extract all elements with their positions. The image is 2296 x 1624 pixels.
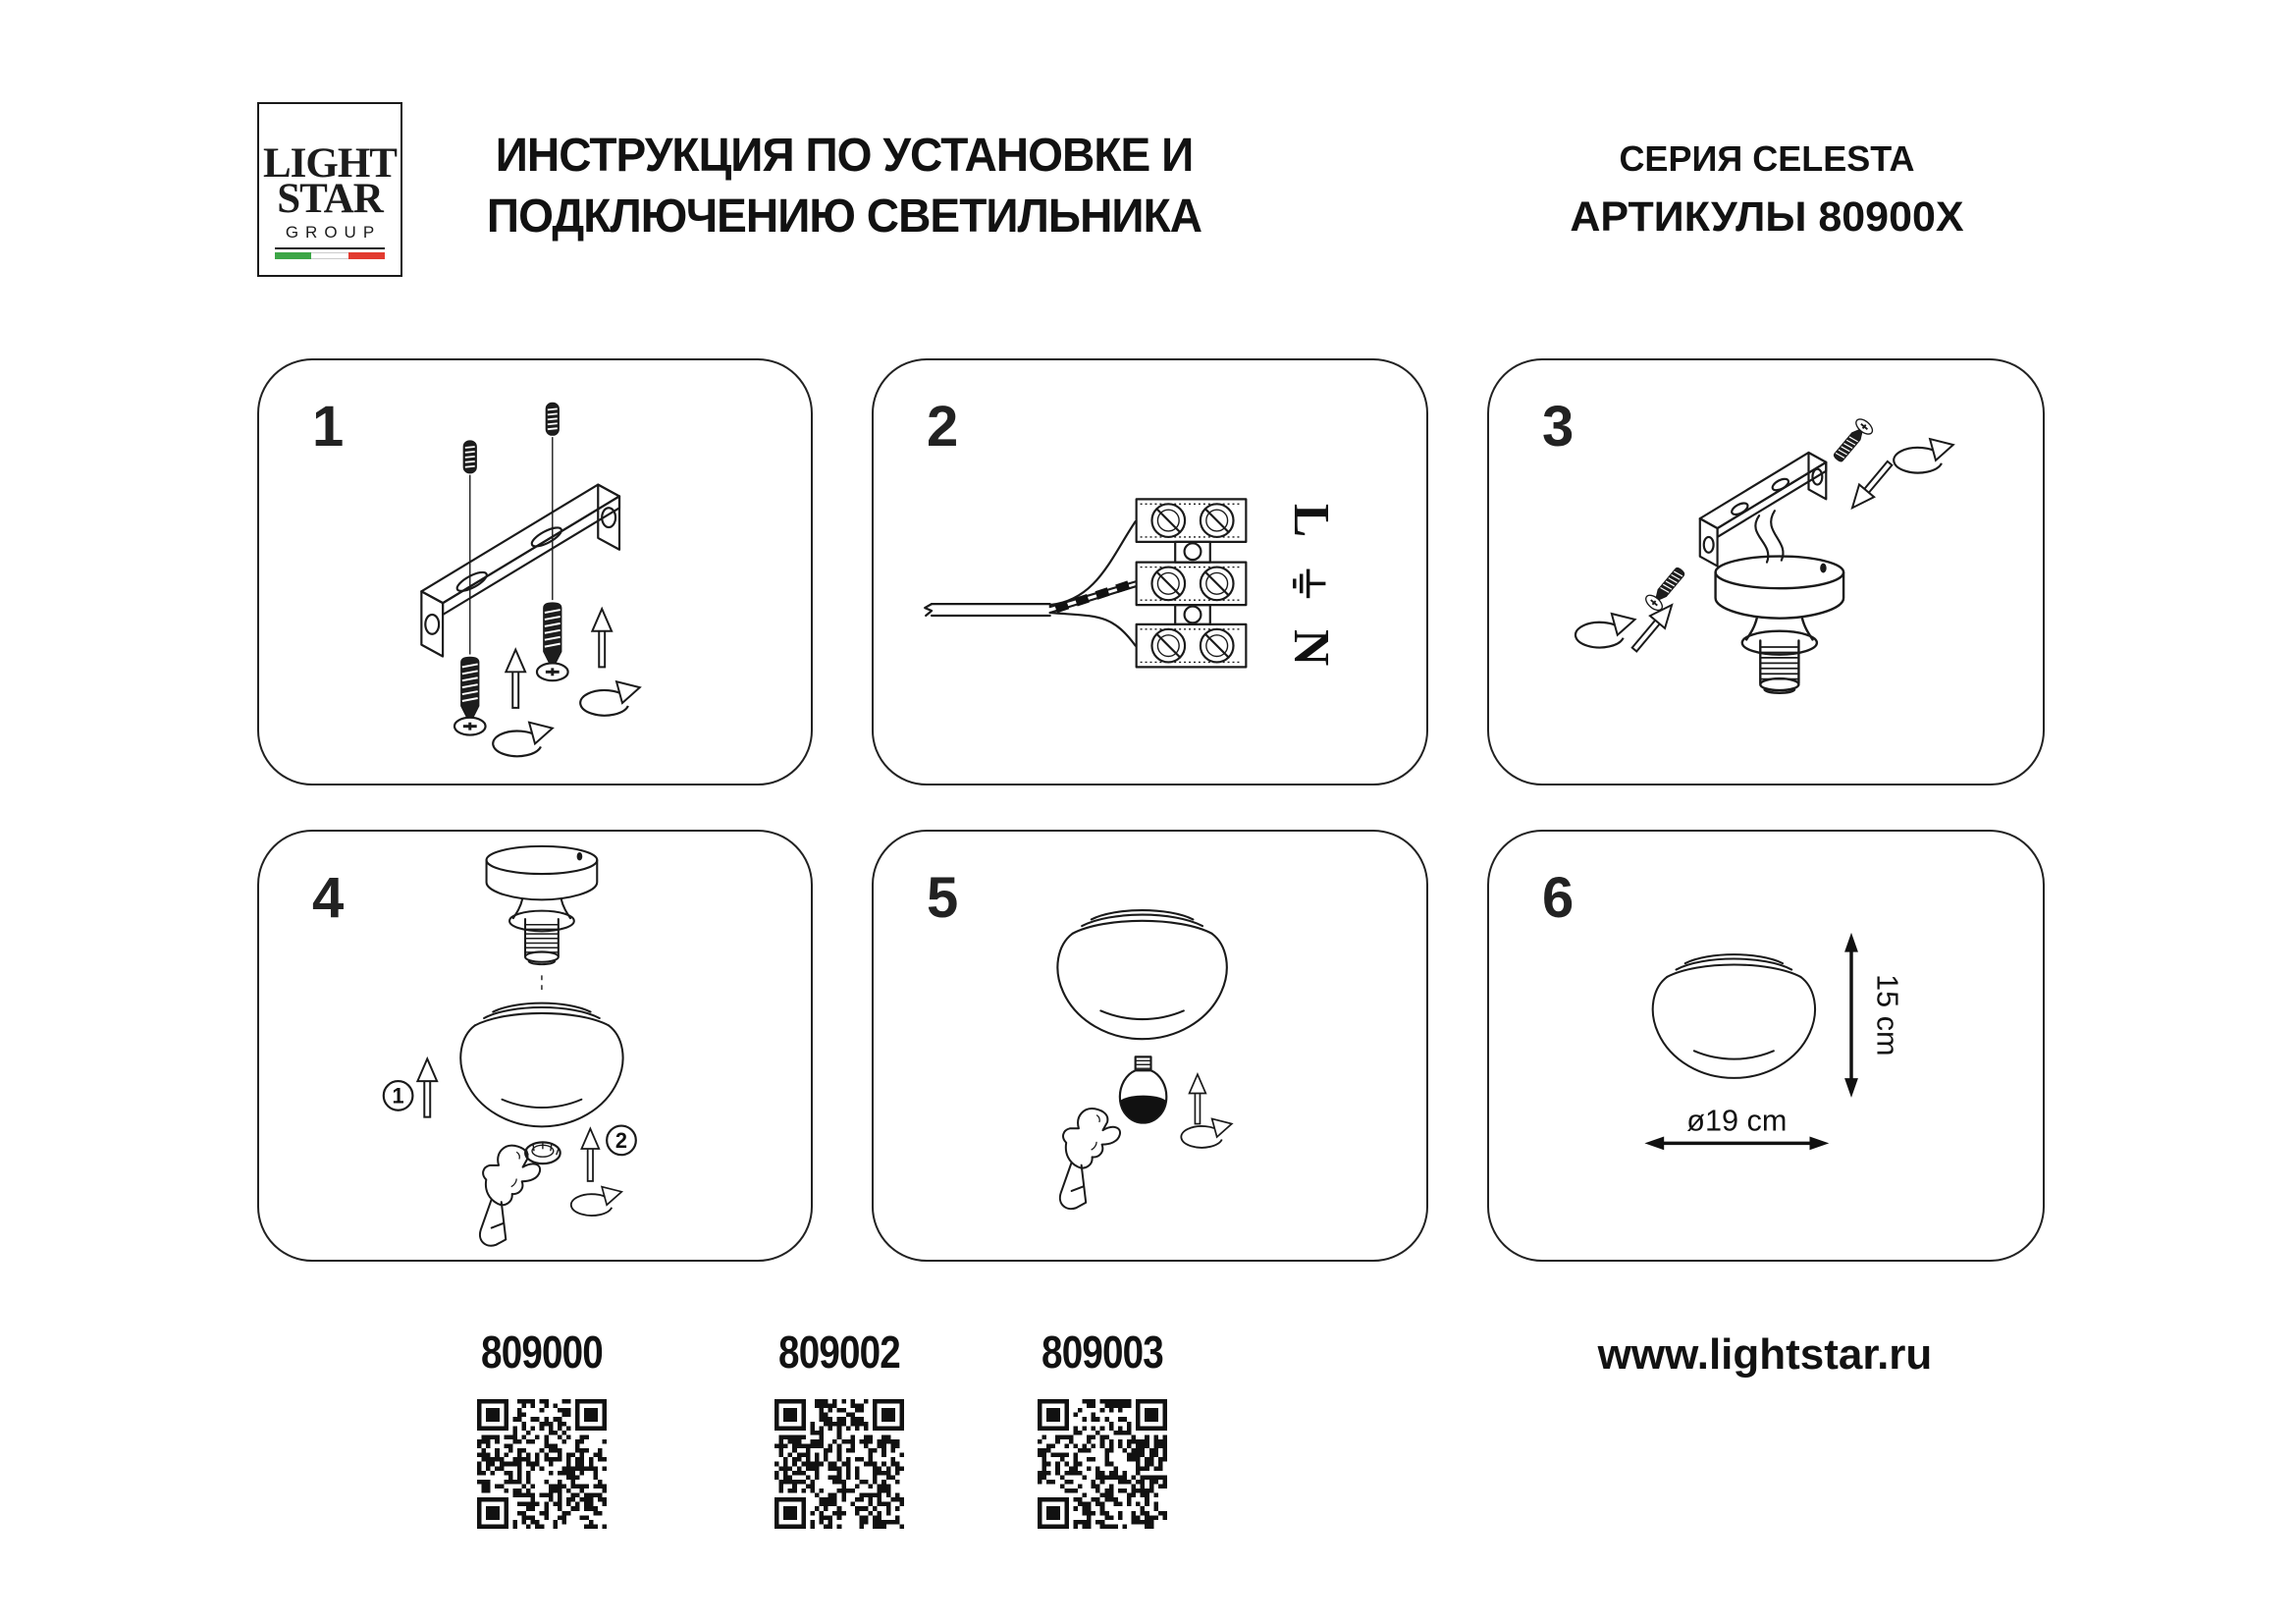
- terminal-block: [1137, 499, 1247, 667]
- glass-shade: [1653, 954, 1815, 1078]
- page-title: [430, 126, 1259, 247]
- title-line-1: ИНСТРУКЦИЯ ПО УСТАНОВКЕ И: [495, 130, 1194, 182]
- step-marker-1: 1: [392, 1083, 404, 1109]
- step-number-3: 3: [1542, 395, 1575, 459]
- step2-wiring-diagram: [874, 360, 1426, 784]
- rotate-arrow-icon: [493, 723, 553, 756]
- step-panel-1: [257, 358, 813, 785]
- rotate-arrow-icon: [580, 681, 640, 715]
- step-number-1: 1: [312, 395, 345, 459]
- article-code: 809003: [1041, 1326, 1163, 1378]
- terminal-screws: [1151, 504, 1233, 662]
- qr-code: [477, 1399, 607, 1529]
- up-arrow-icon: [581, 1129, 599, 1181]
- title-line-2: ПОДКЛЮЧЕНИЮ СВЕТИЛЬНИКА: [486, 190, 1202, 243]
- glass-shade: [460, 1003, 622, 1127]
- step-number-5: 5: [927, 866, 959, 930]
- step-panel-3: [1487, 358, 2045, 785]
- screw-icon: [1830, 416, 1876, 465]
- up-arrow-icon: [506, 650, 525, 708]
- step-panel-5: [872, 830, 1428, 1262]
- step1-bracket-mounting-diagram: [259, 360, 811, 784]
- up-arrow-icon: [592, 609, 612, 667]
- flag-red-segment: [348, 252, 385, 259]
- step-number-2: 2: [927, 395, 959, 459]
- step5-bulb-installation-diagram: [874, 832, 1426, 1260]
- ceiling-canopy: [1716, 557, 1843, 693]
- supply-cable: [925, 604, 1050, 616]
- mounting-bracket: [1700, 453, 1827, 567]
- article-code: 809000: [481, 1326, 603, 1378]
- series-label: СЕРИЯ CELESTA: [1619, 138, 1915, 179]
- qr-code: [1038, 1399, 1167, 1529]
- height-dimension-arrow: [1844, 933, 1858, 1098]
- mounting-bracket: [421, 485, 619, 657]
- step-number-6: 6: [1542, 866, 1575, 930]
- direction-arrow-icon: [1844, 457, 1896, 514]
- articles-label: АРТИКУЛЫ 80900X: [1570, 193, 1964, 241]
- ring-nut: [525, 1142, 561, 1164]
- qr-code: [774, 1399, 904, 1529]
- rotate-arrow-icon: [571, 1187, 621, 1216]
- rotate-arrow-icon: [1575, 614, 1635, 647]
- screw-icon: [537, 603, 568, 680]
- diameter-dimension-label: ø19 cm: [1686, 1104, 1788, 1138]
- terminal-label-neutral: N: [1283, 629, 1340, 667]
- ground-symbol-icon: [1295, 569, 1326, 599]
- step-panel-2: [872, 358, 1428, 785]
- height-dimension-label: 15 cm: [1870, 974, 1904, 1056]
- website-url: www.lightstar.ru: [1597, 1330, 1933, 1379]
- step4-shade-mounting-diagram: [259, 832, 811, 1260]
- diameter-dimension-arrow: [1644, 1136, 1829, 1150]
- step-panel-6: [1487, 830, 2045, 1262]
- up-arrow-icon: [417, 1058, 437, 1116]
- flag-green-segment: [275, 252, 311, 259]
- logo-italian-flag: [275, 247, 385, 259]
- step-number-4: 4: [312, 866, 345, 930]
- step-marker-2: 2: [614, 1127, 628, 1153]
- terminal-label-live: L: [1283, 503, 1340, 538]
- glass-shade: [1057, 910, 1226, 1039]
- screw-icon: [454, 657, 486, 734]
- step3-canopy-attachment-diagram: [1489, 360, 2043, 784]
- hand-icon: [1060, 1109, 1120, 1209]
- article-code: 809002: [778, 1326, 900, 1378]
- screw-icon: [1643, 564, 1689, 613]
- logo-star-text: STAR: [277, 176, 383, 222]
- light-bulb: [1120, 1056, 1166, 1122]
- logo-light-text: LIGHT: [263, 140, 397, 187]
- rotate-arrow-icon: [1894, 439, 1953, 472]
- step6-dimensions-diagram: [1489, 832, 2043, 1260]
- up-arrow-icon: [1190, 1074, 1206, 1123]
- flag-white-segment: [311, 252, 347, 259]
- ceiling-canopy: [487, 846, 598, 964]
- rotate-arrow-icon: [1181, 1118, 1231, 1147]
- logo-group-text: GROUP: [285, 223, 382, 242]
- step-panel-4: [257, 830, 813, 1262]
- lightstar-logo: [257, 102, 402, 277]
